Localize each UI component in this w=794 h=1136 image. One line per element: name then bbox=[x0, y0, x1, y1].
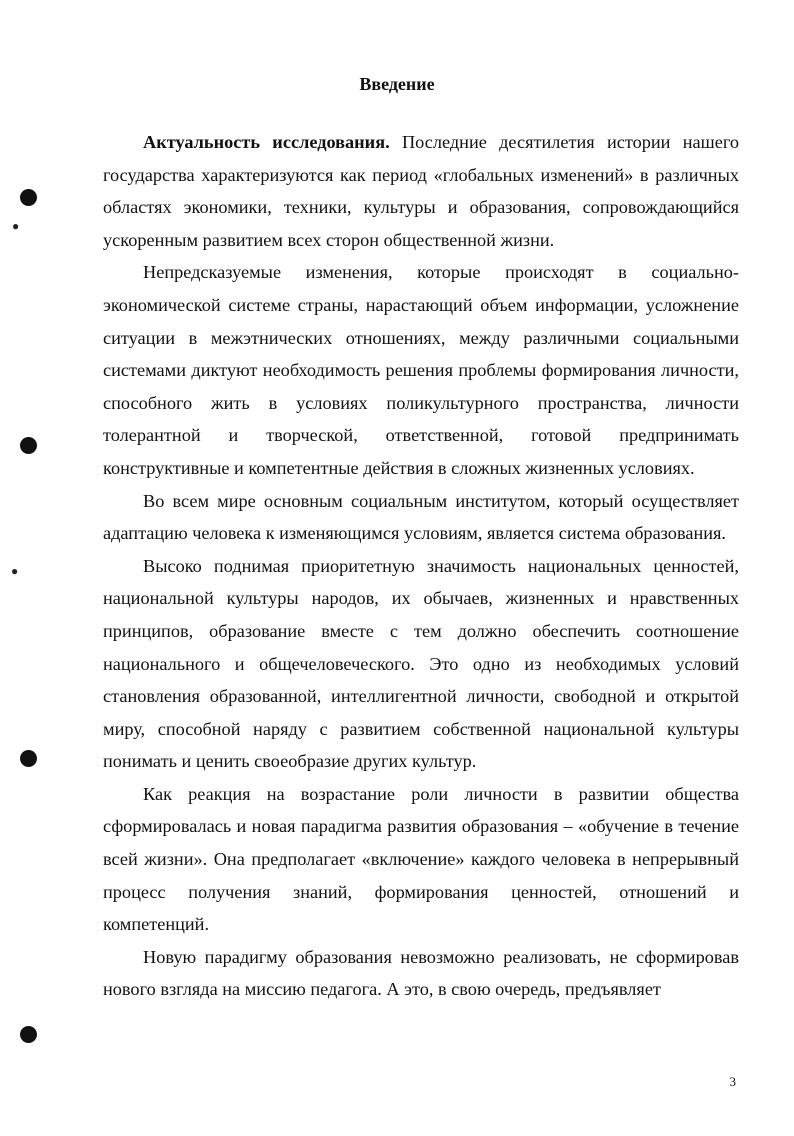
paragraph: Высоко поднимая приоритетную значимость национальных ценностей, национальной культуры народов, их обычаев, жизненных и нравственных принципов, образование вместе с тем должно обеспечить соотношение национального и общечеловеческого. Это одно из необходимых условий становления образованной, интеллигентной личности, свободной и открытой миру, способной наряду с развитием собственной национальной культуры понимать и ценить своеобразие других культур. bbox=[103, 555, 739, 772]
page-number: 3 bbox=[729, 1074, 736, 1089]
punch-hole bbox=[20, 437, 37, 454]
lead-heading: Актуальность исследования. bbox=[143, 132, 390, 152]
paragraph: Непредсказуемые изменения, которые происходят в социально-экономической системе страны, нарастающий объем информации, усложнение ситуации в межэтнических отношениях, между различными социальными системами диктуют необходимость решения проблемы формирования личности, способного жить в условиях поликультурного пространства, личности толерантной и творческой, ответственной, готовой предпринимать конструктивные и компетентные действия в сложных жизненных условиях. bbox=[103, 262, 739, 478]
paragraph: Актуальность исследования. Последние десятилетия истории нашего государства характеризуются как период «глобальных изменений» в различных областях экономики, техники, культуры и образования, сопровождающийся ускоренным развитием всех сторон общественной жизни. bbox=[103, 132, 740, 250]
body-text bbox=[103, 126, 739, 1006]
scan-speck: ● bbox=[11, 564, 19, 578]
punch-hole bbox=[20, 750, 37, 767]
punch-hole bbox=[20, 1026, 37, 1043]
scan-speck: ● bbox=[12, 219, 20, 233]
paragraph: Как реакция на возрастание роли личности в развитии общества сформировалась и новая парадигма развития образования – «обучение в течение всей жизни». Она предполагает «включение» каждого человека в непрерывный процесс получения знаний, формирования ценностей, отношений и компетенций. bbox=[103, 783, 739, 935]
punch-hole bbox=[20, 189, 37, 206]
page-title: Введение bbox=[359, 74, 435, 94]
paragraph: Во всем мире основным социальным институтом, который осуществляет адаптацию человека к изменяющимся условиям, является система образования. bbox=[103, 490, 739, 544]
paragraph: Новую парадигму образования невозможно реализовать, не сформировав нового взгляда на миссию педагога. А это, в свою очередь, предъявляет bbox=[103, 946, 739, 1000]
